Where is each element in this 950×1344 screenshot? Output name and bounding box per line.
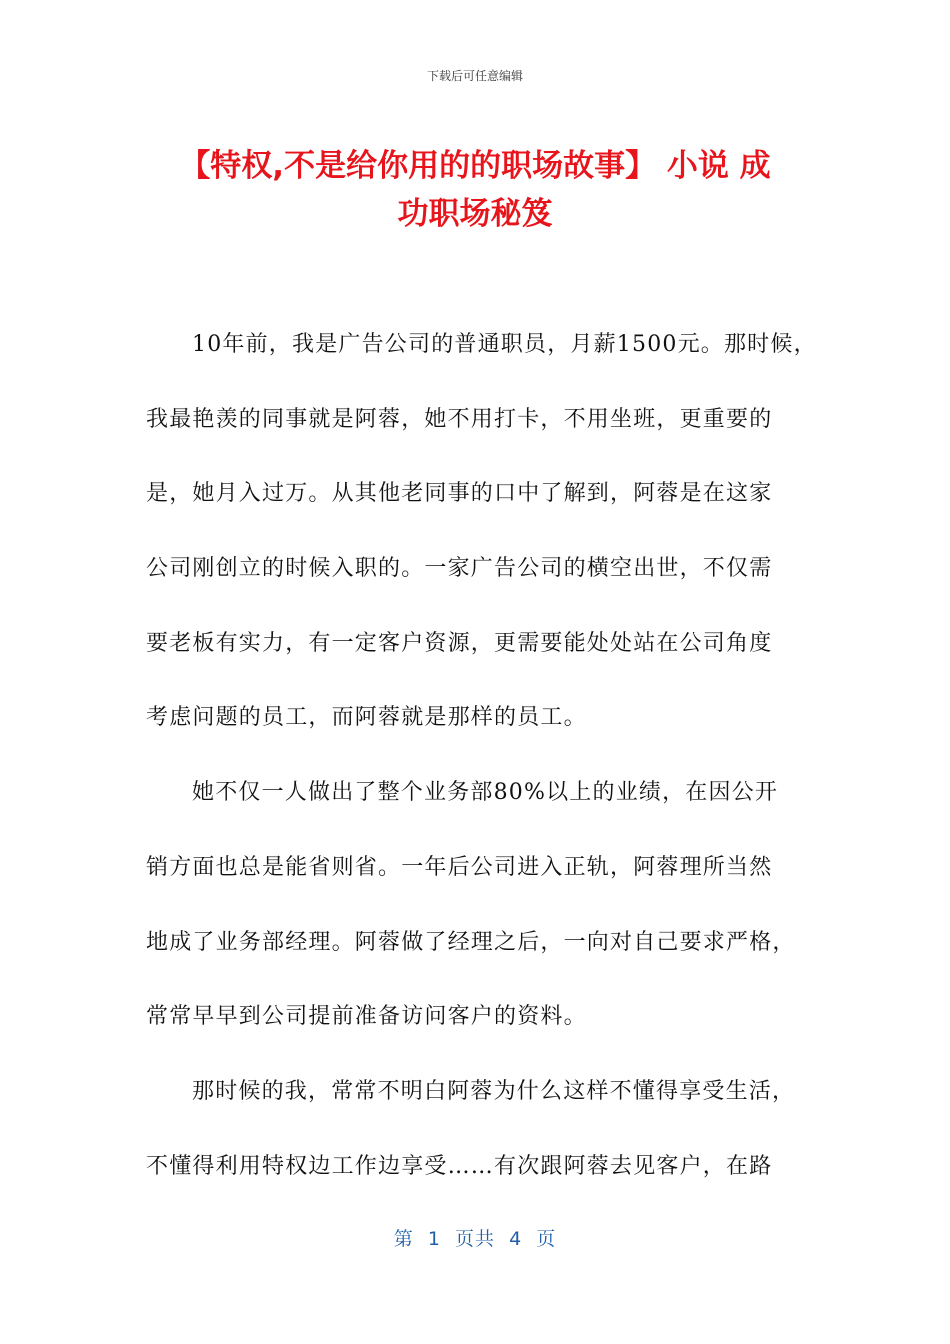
title-line-1: 【特权,不是给你用的的职场故事】 小说 成 [179,148,771,184]
document-title [130,142,820,238]
header-note: 下载后可任意编辑 [426,69,523,83]
text-line: 10年前，我是广告公司的普通职员，月薪1500元。那时候， [192,332,817,357]
text-line: 是，她月入过万。从其他老同事的口中了解到，阿蓉是在这家 [146,481,773,507]
document-body [146,318,817,1214]
text-line: 她不仅一人做出了整个业务部80%以上的业绩，在因公开 [192,780,779,806]
text-line: 销方面也总是能省则省。一年后公司进入正轨，阿蓉理所当然 [146,854,773,880]
page-footer: 第 1 页共 4 页 [393,1228,557,1250]
text-line: 要老板有实力，有一定客户资源，更需要能处处站在公司角度 [146,630,773,656]
text-line: 地成了业务部经理。阿蓉做了经理之后，一向对自己要求严格， [146,929,796,955]
text-line: 公司刚创立的时候入职的。一家广告公司的横空出世，不仅需 [146,556,773,582]
title-line-2: 功职场秘笈 [397,196,553,232]
text-line: 不懂得利用特权边工作边享受……有次跟阿蓉去见客户，在路 [146,1153,773,1179]
text-line: 我最艳羡的同事就是阿蓉，她不用打卡，不用坐班，更重要的 [146,406,773,432]
paragraph-3 [146,1065,810,1214]
text-line: 那时候的我，常常不明白阿蓉为什么这样不懂得享受生活， [192,1078,796,1104]
text-line: 考虑问题的员工，而阿蓉就是那样的员工。 [146,705,587,731]
text-line: 常常早早到公司提前准备访问客户的资料。 [146,1004,587,1030]
paragraph-1 [146,318,817,766]
paragraph-2 [146,766,810,1065]
